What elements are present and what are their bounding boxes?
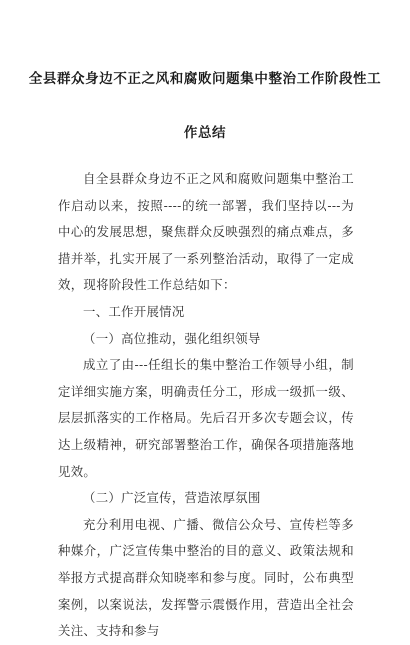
document-title-line-1: 全县群众身边不正之风和腐败问题集中整治工作阶段性工 — [28, 71, 382, 87]
section-heading-work-status: 一、工作开展情况 — [83, 303, 185, 319]
intro-paragraph: 自全县群众身边不正之风和腐败问题集中整治工作启动以来，按照----的统一部署，我们坚持以---为中心的发展思想，聚焦群众反映强烈的痛点难点，多措并举，扎实开展了一系列整治活动，取得了一定成效，现将阶段性工作总结如下： — [58, 171, 354, 293]
document-title-line-2: 作总结 — [183, 125, 227, 141]
leadership-paragraph: 成立了由---任组长的集中整治工作领导小组，制定详细实施方案，明确责任分工，形成一级抓一级、层层抓落实的工作格局。先后召开多次专题会议，传达上级精神，研究部署整治工作，确保各项措施落地见效。 — [58, 357, 354, 479]
publicity-paragraph: 充分利用电视、广播、微信公众号、宣传栏等多种媒介，广泛宣传集中整治的目的意义、政策法规和举报方式提高群众知晓率和参与度。同时，公布典型案例，以案说法，发挥警示震慑作用，营造出全社会关注、支持和参与 — [58, 516, 354, 639]
subsection-heading-publicity: （二）广泛宣传，营造浓厚氛围 — [83, 490, 261, 506]
subsection-heading-leadership: （一）高位推动，强化组织领导 — [83, 330, 261, 346]
document-body — [58, 166, 354, 645]
